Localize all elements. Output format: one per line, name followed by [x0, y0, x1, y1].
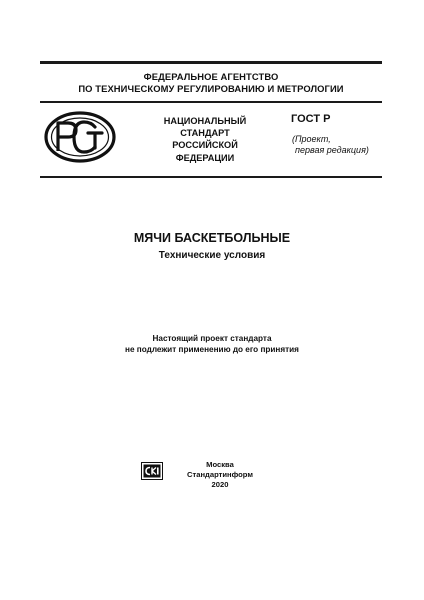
draft-note — [292, 134, 369, 156]
national-line-2: СТАНДАРТ — [180, 128, 230, 139]
national-line-4: ФЕДЕРАЦИИ — [175, 152, 235, 163]
notice-line-2: не подлежит применению до его принятия — [125, 344, 299, 354]
agency-line-1: ФЕДЕРАЛЬНОЕ АГЕНТСТВО — [143, 71, 279, 82]
notice-line-1: Настоящий проект стандарта — [152, 334, 272, 343]
draft-notice — [0, 334, 424, 355]
document-subtitle: Технические условия — [158, 250, 266, 261]
draft-line-2: первая редакция) — [295, 145, 369, 155]
publisher-info — [176, 460, 264, 490]
rst-logo-icon — [44, 111, 116, 163]
draft-line-1: (Проект, — [292, 134, 331, 144]
middle-rule — [40, 101, 382, 103]
agency-name — [40, 71, 382, 95]
standard-code: ГОСТ Р — [291, 113, 331, 125]
lower-rule — [40, 176, 382, 178]
document-title: МЯЧИ БАСКЕТБОЛЬНЫЕ — [133, 231, 291, 245]
agency-line-2: ПО ТЕХНИЧЕСКОМУ РЕГУЛИРОВАНИЮ И МЕТРОЛОГИИ — [78, 83, 344, 94]
publisher-city: Москва — [206, 460, 234, 469]
national-line-1: НАЦИОНАЛЬНЫЙ — [163, 116, 247, 126]
national-standard-label — [147, 115, 263, 164]
top-rule — [40, 61, 382, 64]
publisher-name: Стандартинформ — [187, 470, 253, 479]
national-line-3: РОССИЙСКОЙ — [172, 140, 238, 151]
publisher-year: 2020 — [211, 480, 229, 489]
standartinform-logo-icon — [141, 462, 163, 480]
